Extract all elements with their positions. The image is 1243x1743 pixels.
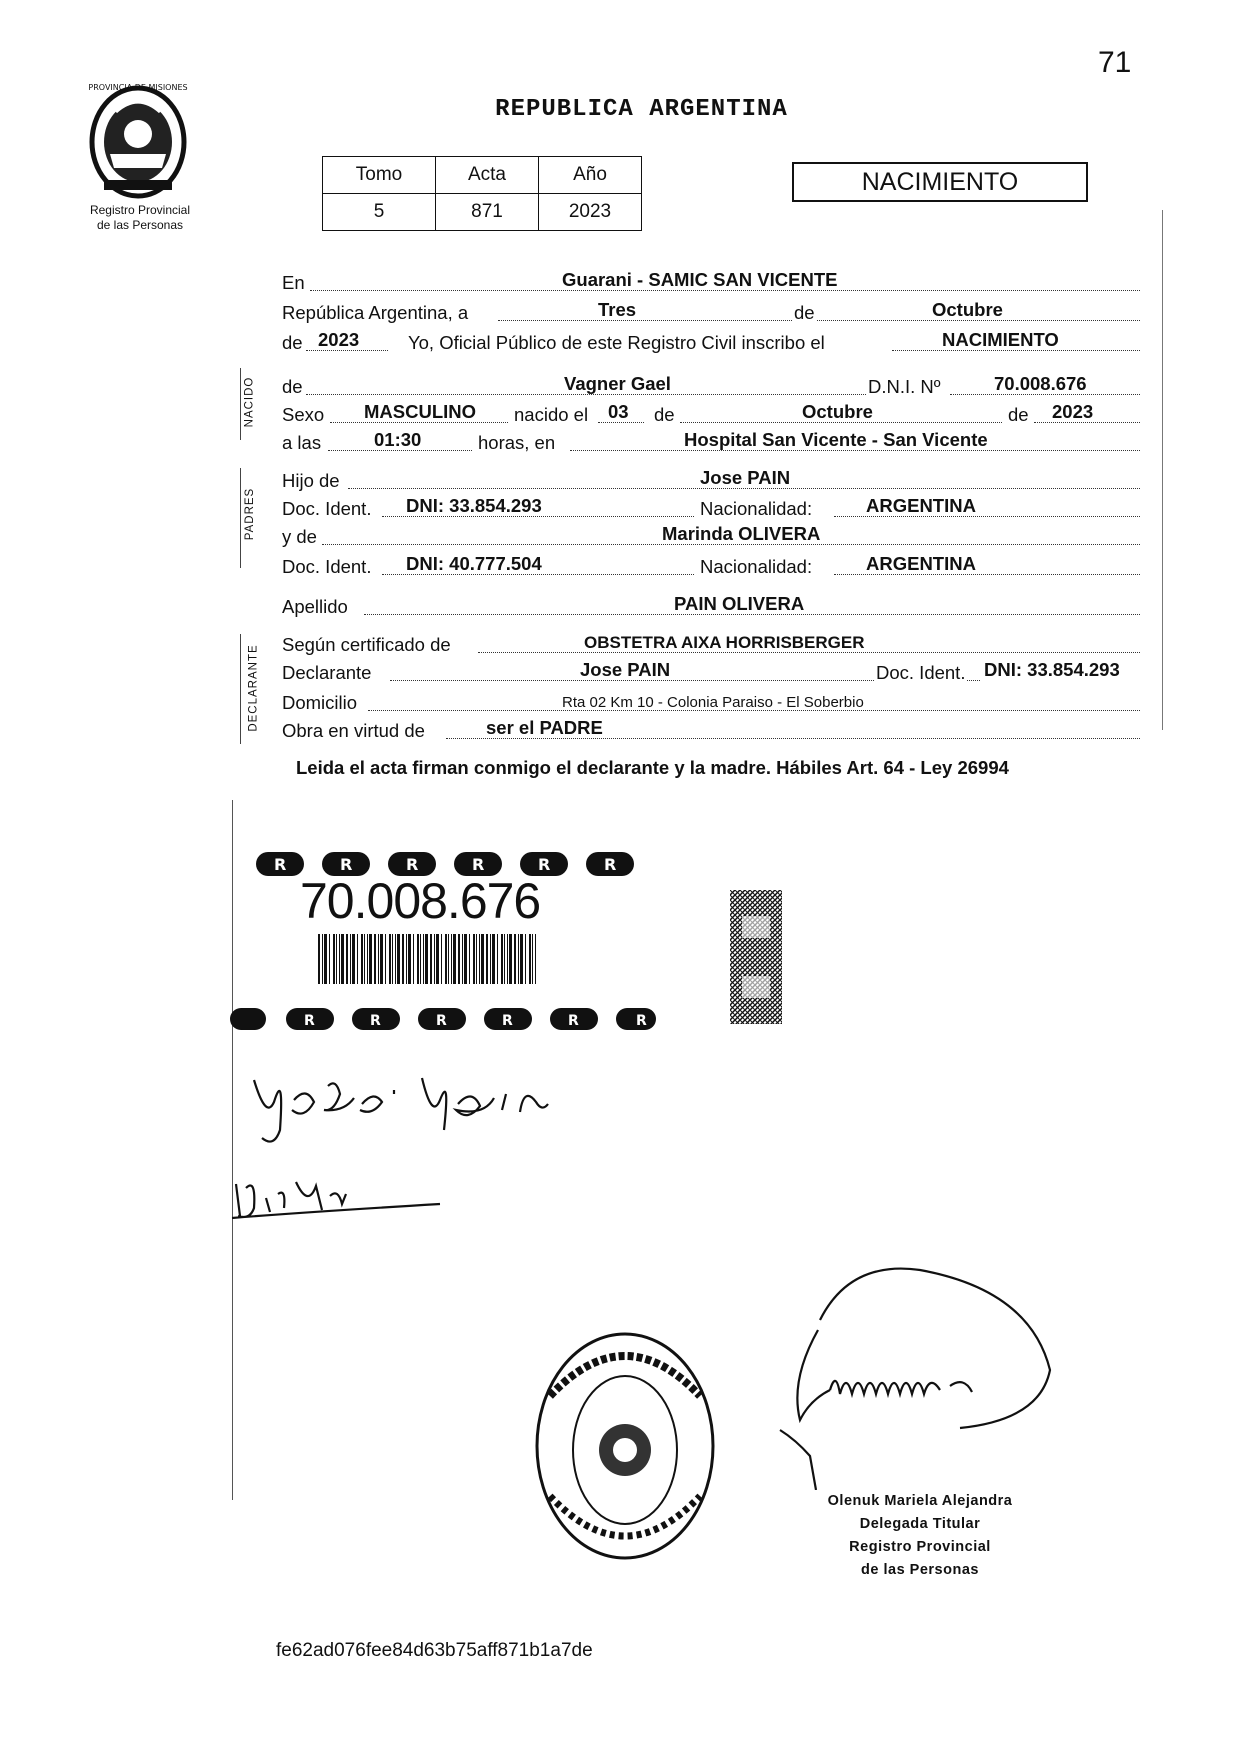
barcode-bar [445,934,447,984]
barcode-bar [397,934,400,984]
barcode-bar [318,934,320,984]
declarant-signature [244,1050,604,1150]
value-lugar: Guarani - SAMIC SAN VICENTE [562,269,838,290]
barcode-bar [324,934,327,984]
value-madre-nac: ARGENTINA [866,553,976,574]
barcode-bar [395,934,396,984]
barcode-bar [336,934,337,984]
barcode-bar [417,934,419,984]
barcode-bar [451,934,452,984]
registry-table [322,156,642,231]
value-mes: Octubre [932,299,1003,320]
value-hora: 01:30 [374,429,422,450]
hologram-pattern [730,890,782,1024]
row-inscripcion: de 2023 Yo, Oficial Público de este Registro Civil inscribo el NACIMIENTO [282,328,1140,356]
official-stamp [530,1326,720,1566]
value-nombre: Vagner Gael [564,373,671,394]
mother-signature [226,1168,446,1228]
barcode-bar [514,934,516,984]
svg-text:R: R [274,855,287,874]
barcode-bar [322,934,323,984]
barcode-bar [392,934,393,984]
svg-text:PROVINCIA DE MISIONES: PROVINCIA DE MISIONES [88,83,188,92]
row-certificado: Según certificado de OBSTETRA AIXA HORRISBERGER [282,630,1140,658]
row-sexo: Sexo MASCULINO nacido el 03 de Octubre de 2023 [282,400,1140,428]
barcode [318,934,540,984]
barcode-bar [333,934,335,984]
svg-text:R: R [340,855,353,874]
nacido-bracket [240,368,241,440]
barcode-bar [434,934,435,984]
value-anio-acta: 2023 [318,329,360,350]
barcode-bar [473,934,475,984]
row-apellido: Apellido PAIN OLIVERA [282,592,1140,620]
value-tomo: 5 [323,194,436,231]
barcode-bar [352,934,355,984]
row-lugar: En Guarani - SAMIC SAN VICENTE [282,268,1140,296]
value-declarante: Jose PAIN [580,659,671,680]
svg-text:R: R [502,1013,513,1029]
barcode-bar [492,934,495,984]
value-dia: Tres [598,299,637,320]
value-madre: Marinda OLIVERA [662,523,821,544]
row-padre-doc: Doc. Ident. DNI: 33.854.293 Nacionalidad: ARGENTINA [282,494,1140,522]
official-name: Olenuk Mariela Alejandra [827,1493,1013,1509]
value-padre-nac: ARGENTINA [866,495,976,516]
left-margin-rule [232,800,233,1500]
barcode-bar [529,934,531,984]
row-declarante: Declarante Jose PAIN Doc. Ident. DNI: 33.854.293 [282,659,1120,683]
value-certificado: OBSTETRA AIXA HORRISBERGER [584,633,865,652]
barcode-bar [532,934,533,984]
barcode-bar [469,934,470,984]
svg-text:R: R [568,1013,579,1029]
page-number: 71 [1098,46,1132,79]
barcode-bar [339,934,340,984]
svg-text:R: R [406,855,419,874]
value-anio: 2023 [539,194,642,231]
barcode-bar [380,934,383,984]
official-signature [700,1240,1080,1490]
side-label-declarante: DECLARANTE [247,644,260,732]
barcode-bar [378,934,379,984]
value-dni: 70.008.676 [994,373,1087,394]
row-padre: Hijo de Jose PAIN [282,466,1140,494]
barcode-bar [369,934,372,984]
barcode-bar [501,934,503,984]
barcode-bar [423,934,424,984]
barcode-bar [341,934,344,984]
value-apellido: PAIN OLIVERA [674,593,805,614]
barcode-bar [346,934,348,984]
official-caption [800,1490,1040,1582]
barcode-bar [476,934,477,984]
barcode-bar [408,934,411,984]
row-domicilio: Domicilio Rta 02 Km 10 - Colonia Paraiso - El Soberbio [282,688,1140,716]
barcode-bar [357,934,358,984]
value-lugar-nac: Hospital San Vicente - San Vicente [684,429,988,450]
svg-text:R: R [604,855,617,874]
barcode-bar [486,934,488,984]
barcode-bar [481,934,484,984]
document-hash: fe62ad076fee84d63b75aff871b1a7de [276,1640,593,1661]
official-title: Delegada Titular [859,1516,981,1532]
barcode-bar [525,934,526,984]
barcode-bar [464,934,467,984]
declarante-bracket [240,634,241,744]
barcode-bar [436,934,439,984]
side-label-padres: PADRES [244,487,257,541]
barcode-bar [389,934,391,984]
value-tipo-acta: NACIMIENTO [942,329,1059,350]
barcode-bar [350,934,351,984]
barcode-bar [507,934,508,984]
value-acta: 871 [436,194,539,231]
barcode-bar [504,934,505,984]
barcode-bar [430,934,432,984]
value-domicilio: Rta 02 Km 10 - Colonia Paraiso - El Soberbio [562,694,864,711]
barcode-bar [453,934,456,984]
svg-text:R: R [370,1013,381,1029]
value-nac-dia: 03 [608,401,629,422]
svg-text:R: R [304,1013,315,1029]
legal-text: Leida el acta firman conmigo el declarante y la madre. Hábiles Art. 64 - Ley 26994 [296,757,1009,778]
barcode-bar [402,934,404,984]
barcode-bar [367,934,368,984]
value-obra: ser el PADRE [486,717,603,738]
security-strip-bottom [226,1004,676,1034]
side-label-nacido: NACIDO [243,376,256,428]
row-madre-doc: Doc. Ident. DNI: 40.777.504 Nacionalidad: ARGENTINA [282,552,1140,580]
barcode-bar [535,934,536,984]
barcode-bar [518,934,519,984]
svg-text:R: R [436,1013,447,1029]
barcode-bar [462,934,463,984]
value-sexo: MASCULINO [364,401,477,422]
barcode-bar [420,934,421,984]
header-anio: Año [539,157,642,194]
barcode-number: 70.008.676 [300,873,541,929]
official-office-1: Registro Provincial [849,1539,991,1555]
barcode-bar [361,934,363,984]
barcode-bar [509,934,512,984]
value-padre: Jose PAIN [700,467,791,488]
svg-text:R: R [472,855,485,874]
barcode-bar [329,934,330,984]
row-fecha: República Argentina, a Tres de Octubre [282,298,1140,326]
barcode-bar [497,934,498,984]
header-tomo: Tomo [323,157,436,194]
barcode-bar [490,934,491,984]
barcode-bar [520,934,523,984]
svg-text:R: R [538,855,551,874]
value-padre-doc: DNI: 33.854.293 [406,495,542,516]
right-margin-rule [1162,210,1163,730]
value-nac-mes: Octubre [802,401,873,422]
barcode-bar [479,934,480,984]
barcode-bar [458,934,460,984]
padres-bracket [240,468,241,568]
barcode-bar [425,934,428,984]
row-nombre: de Vagner Gael D.N.I. Nº 70.008.676 [282,372,1140,400]
barcode-bar [406,934,407,984]
row-obra: Obra en virtud de ser el PADRE [282,716,1140,744]
barcode-bar [364,934,365,984]
document-title: REPUBLICA ARGENTINA [495,96,788,123]
header-acta: Acta [436,157,539,194]
svg-text:R: R [636,1013,647,1029]
barcode-bar [441,934,442,984]
value-nac-anio: 2023 [1052,401,1094,422]
row-madre: y de Marinda OLIVERA [282,522,1140,550]
barcode-bar [413,934,414,984]
row-hora: a las 01:30 horas, en Hospital San Vicente - San Vicente [282,428,1140,456]
value-declarante-doc: DNI: 33.854.293 [984,659,1120,680]
barcode-bar [385,934,386,984]
value-madre-doc: DNI: 40.777.504 [406,553,542,574]
act-type-box: NACIMIENTO [792,162,1088,202]
logo-caption: Registro Provincial de las Personas [89,203,191,232]
official-office-2: de las Personas [861,1562,979,1578]
barcode-bar [448,934,449,984]
barcode-bar [374,934,376,984]
